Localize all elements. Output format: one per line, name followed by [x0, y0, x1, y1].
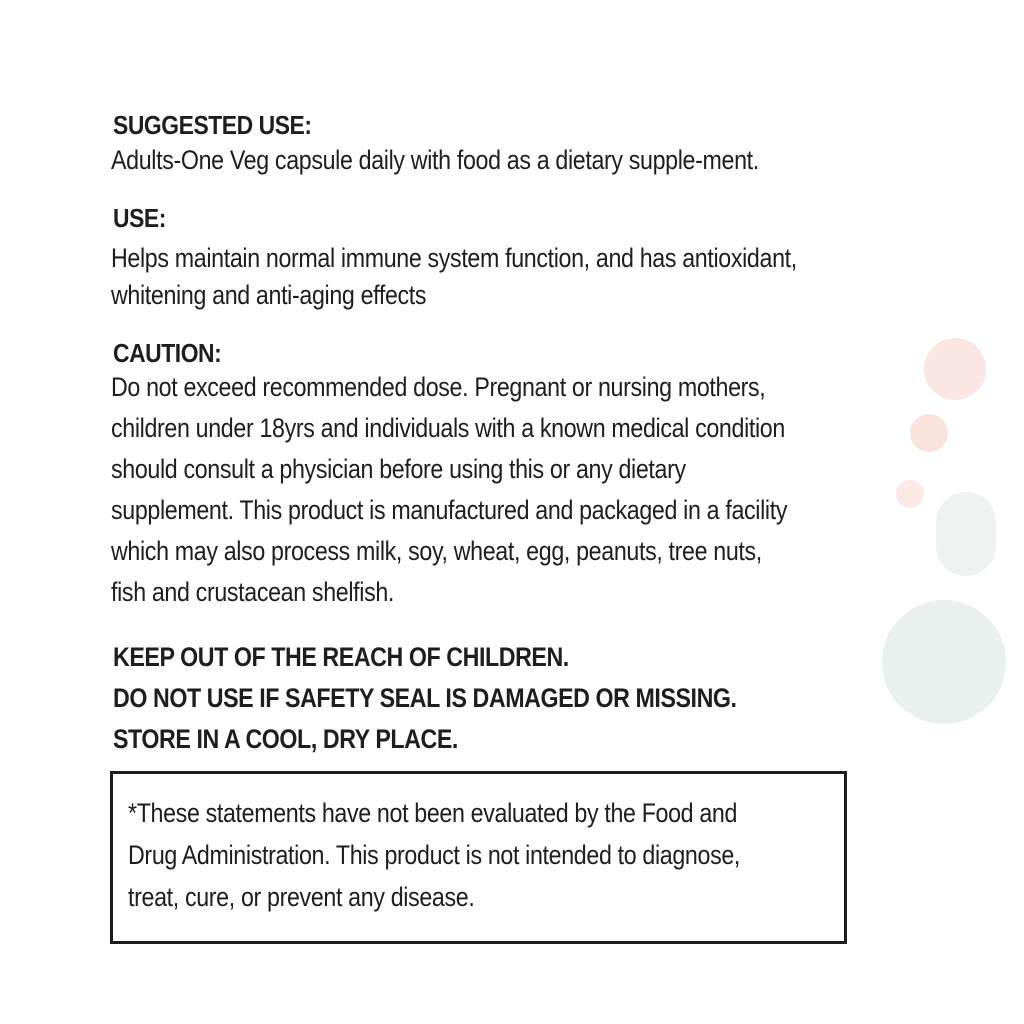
use-text — [111, 240, 797, 314]
warnings-block — [113, 637, 737, 760]
suggested-use-heading: SUGGESTED USE: — [113, 110, 312, 140]
decorative-circle — [936, 492, 996, 576]
caution-text-line: should consult a physician before using this or any dietary — [111, 454, 686, 484]
decorative-circle — [924, 338, 986, 400]
use-heading: USE: — [113, 203, 166, 233]
caution-text-line: Do not exceed recommended dose. Pregnant or nursing mothers, — [111, 372, 766, 402]
decorative-circle — [910, 414, 948, 452]
decorative-circle — [896, 480, 924, 508]
fda-disclaimer-box — [110, 771, 847, 944]
decorative-circle — [882, 600, 1006, 724]
caution-text-line: children under 18yrs and individuals with a known medical condition — [111, 413, 785, 443]
disclaimer-line: *These statements have not been evaluated by the Food and — [128, 798, 738, 828]
caution-heading: CAUTION: — [113, 338, 222, 368]
warning-storage: STORE IN A COOL, DRY PLACE. — [113, 724, 458, 754]
fda-disclaimer-text — [128, 792, 740, 918]
warning-seal: DO NOT USE IF SAFETY SEAL IS DAMAGED OR MISSING. — [113, 683, 737, 713]
caution-text-line: which may also process milk, soy, wheat, egg, peanuts, tree nuts, — [111, 536, 762, 566]
disclaimer-line: treat, cure, or prevent any disease. — [128, 882, 475, 912]
caution-text-line: supplement. This product is manufactured and packaged in a facility — [111, 495, 788, 525]
warning-children: KEEP OUT OF THE REACH OF CHILDREN. — [113, 642, 569, 672]
use-text-line: whitening and anti-aging effects — [111, 280, 427, 310]
use-text-line: Helps maintain normal immune system function, and has antioxidant, — [111, 243, 797, 273]
caution-text — [111, 367, 787, 613]
caution-text-line: fish and crustacean shelfish. — [111, 577, 395, 607]
disclaimer-line: Drug Administration. This product is not intended to diagnose, — [128, 840, 741, 870]
suggested-use-text: Adults-One Veg capsule daily with food as a dietary supple-ment. — [111, 145, 759, 175]
